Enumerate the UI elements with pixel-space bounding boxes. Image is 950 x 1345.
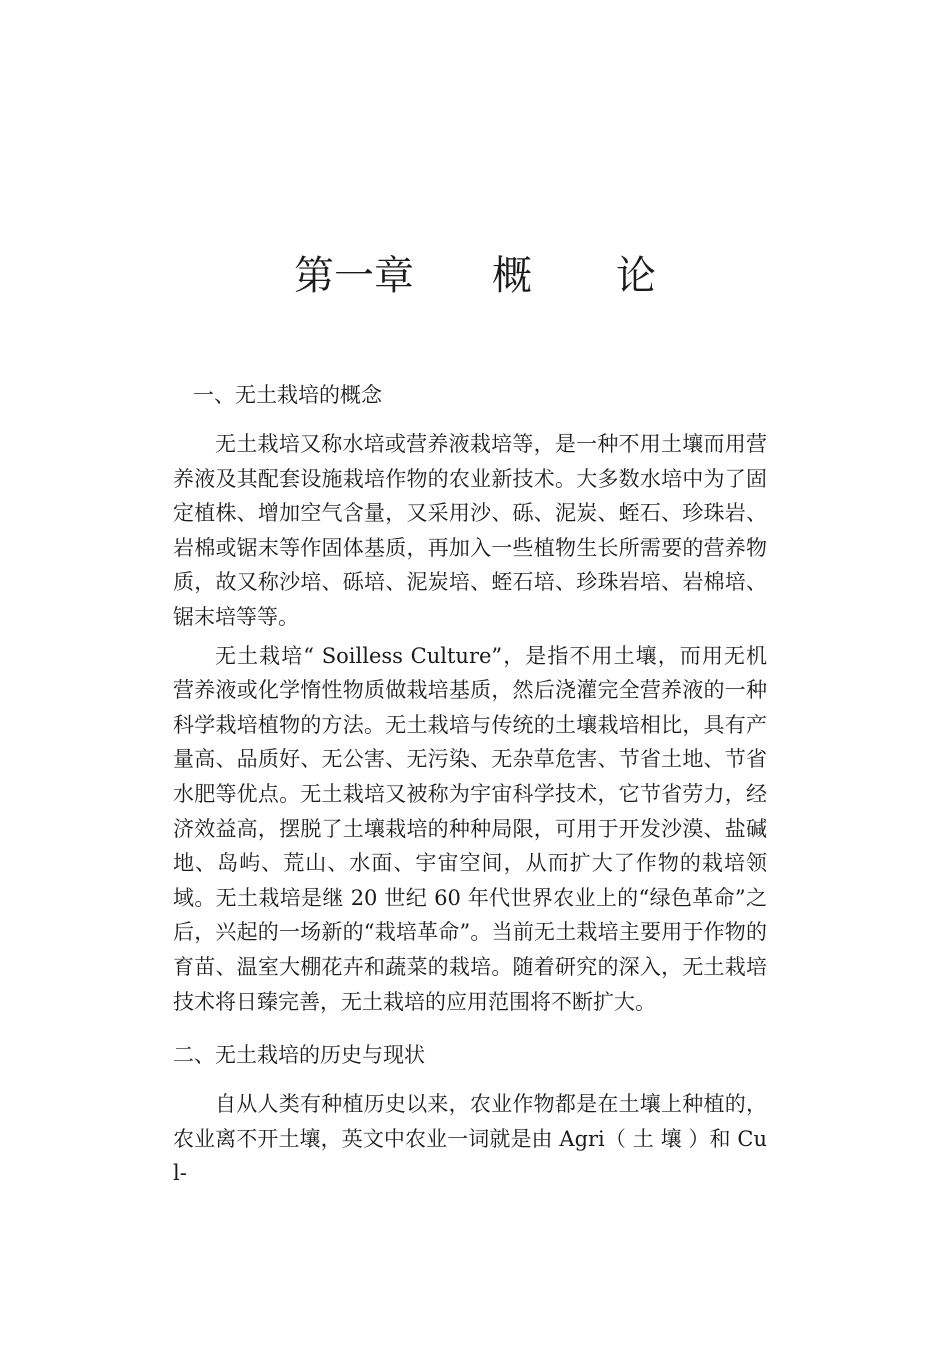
chapter-number: 第一章 <box>294 253 414 299</box>
chapter-body <box>173 375 767 1195</box>
paragraph-history: 自从人类有种植历史以来，农业作物都是在土壤上种植的，农业离不开土壤，英文中农业一词就是由 Agri（ 土 壤 ）和 Cul- <box>173 1092 767 1186</box>
paragraph-soilless-culture: 无土栽培“ Soilless Culture”，是指不用土壤，而用无机营养液或化学惰性物质做栽培基质，然后浇灌完全营养液的一种科学栽培植物的方法。无土栽培与传统的土壤栽培相比，具有产量高、品质好、无公害、无污染、无杂草危害、节省土地、节省水肥等优点。无土栽培又被称为宇宙科学技术，它节省劳力，经济效益高，摆脱了土壤栽培的种种局限，可用于开发沙漠、盐碱地、岛屿、荒山、水面、宇宙空间，从而扩大了作物的栽培领域。无土栽培是继 20 世纪 60 年代世界农业上的“绿色革命”之后，兴起的一场新的“栽培革命”。当前无土栽培主要用于作物的育苗、温室大棚花卉和蔬菜的栽培。随着研究的深入，无土栽培技术将日臻完善，无土栽培的应用范围将不断扩大。 <box>173 643 767 1014</box>
chapter-title <box>0 248 950 304</box>
chapter-title-char-2: 论 <box>616 253 656 299</box>
paragraph-definition: 无土栽培又称水培或营养液栽培等，是一种不用土壤而用营养液及其配套设施栽培作物的农业新技术。大多数水培中为了固定植株、增加空气含量，又采用沙、砾、泥炭、蛭石、珍珠岩、岩棉或锯末等作固体基质，再加入一些植物生长所需要的营养物质，故又称沙培、砾培、泥炭培、蛭石培、珍珠岩培、岩棉培、锯末培等等。 <box>173 432 767 629</box>
chapter-title-char-1: 概 <box>492 253 532 299</box>
section-heading-history: 二、无土栽培的历史与现状 <box>173 1043 425 1068</box>
section-heading-concept: 一、无土栽培的概念 <box>193 383 382 407</box>
